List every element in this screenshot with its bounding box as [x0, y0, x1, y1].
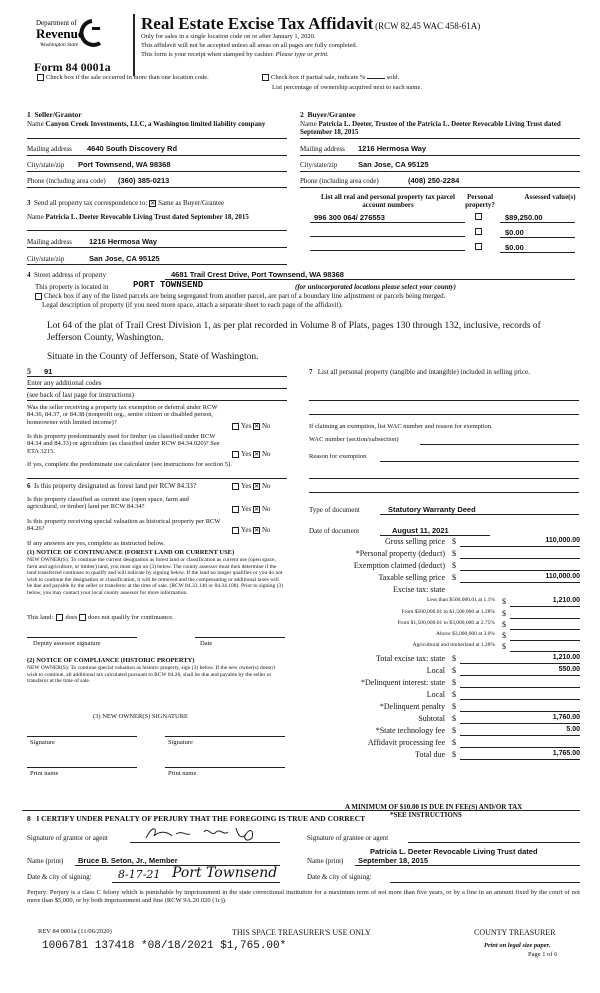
calc-label: Excise tax: state	[393, 585, 445, 594]
checkbox-multi-location[interactable]	[37, 74, 44, 81]
dollar-sign: $	[452, 549, 456, 558]
correspondence-heading: 3 Send all property tax correspondence to: ✕ Same as Buyer/Grantee	[27, 199, 297, 207]
grantor-name[interactable]: Bruce B. Seton, Jr., Member	[78, 856, 178, 865]
calc-label: Affidavit processing fee	[367, 738, 445, 747]
seller-city-label: City/state/zip	[27, 161, 65, 169]
checkbox-sec5-q2-no[interactable]	[253, 451, 260, 458]
exempt-label: If claiming an exemption, list WAC number and reason for exemption.	[309, 423, 493, 430]
calc-label: Less than $500,000.01 at 1.1%	[427, 597, 495, 603]
calc-label: From $1,500,000.01 to $3,000,000 at 2.75%	[397, 620, 495, 626]
dollar-sign: $	[452, 750, 456, 759]
sec5-q1-answer: Yes ✕ No	[232, 422, 271, 430]
calc-value[interactable]: 110,000.00	[545, 573, 580, 580]
calc-label: *State technology fee	[375, 726, 445, 735]
parcels-col-header: List all real and personal property tax parcel account numbers	[321, 193, 455, 210]
sec6-q3-answer: Yes ✕ No	[232, 526, 271, 534]
located-note: (for unincorporated locations please select your county)	[295, 283, 456, 291]
dollar-sign: $	[452, 738, 456, 747]
property-street[interactable]: 4681 Trail Crest Drive, Port Townsend, WA 98368	[171, 270, 344, 279]
property-location[interactable]: PORT TOWNSEND	[133, 280, 204, 290]
grantor-signature[interactable]	[142, 822, 272, 844]
minimum-due-note: A MINIMUM OF $10.00 IS DUE IN FEE(S) AND/OR TAX	[345, 803, 523, 811]
sec5-code[interactable]: 91	[44, 367, 53, 376]
sec6-q1-row: 6 Is this property designated as forest land per RCW 84.33?	[27, 482, 197, 490]
dollar-sign: $	[452, 666, 456, 675]
buyer-name-row: Name Patricia L. Deeter, Trustee of the Patricia L. Deeter Revocable Living Trust dated September 18, 2015	[300, 120, 561, 137]
treasurer-use-label: THIS SPACE TREASURER'S USE ONLY	[232, 928, 371, 937]
calc-label: Taxable selling price	[378, 573, 445, 582]
note-3: This form is your receipt when stamped by cashier. Please type or print.	[141, 51, 329, 58]
sec5-q1: Was the seller receiving a property tax exemption or deferral under RCW 84.36, 84.37, or 84.38 (nonprofit org., senior citizen or disabled person, homeowner with limited income)?	[27, 404, 218, 426]
notice2-text: NEW OWNER(S): To continue special valuation as historic property, sign (3) below. If the new owner(s) doesn't wish to continue, all additional tax calculated pursuant to RCW 84.26, shall be due and payable by the seller or transferor at the time of sale.	[27, 665, 276, 685]
sec6-q2: Is this property classified as current use (open space, farm and agricultural, or timber) land per RCW 84.34?	[27, 496, 189, 511]
dollar-sign: $	[502, 597, 506, 606]
calc-label: Total excise tax: state	[376, 654, 445, 663]
checkbox-sec6-q3-yes[interactable]	[232, 527, 239, 534]
list-pct-note: List percentage of ownership acquired next to each name.	[272, 84, 422, 91]
calc-label: Gross selling price	[385, 537, 445, 546]
assessed-value-3[interactable]: $0.00	[505, 243, 524, 252]
dollar-sign: $	[452, 654, 456, 663]
correspondence-name[interactable]: Patricia L. Deeter Revocable Living Trust dated September 18, 2015	[45, 213, 249, 221]
certify-row: 8 I CERTIFY UNDER PENALTY OF PERJURY THAT THE FOREGOING IS TRUE AND CORRECT	[27, 814, 366, 823]
sec6-q1-answer: Yes ✕ No	[232, 482, 271, 490]
county-treasurer-label: COUNTY TREASURER	[474, 928, 556, 937]
assessed-value-2[interactable]: $0.00	[505, 228, 524, 237]
codes-note: (see back of last page for instructions)	[27, 391, 134, 399]
cashier-stamp: 1006781 137418 *08/18/2021 $1,765.00*	[42, 940, 287, 952]
dollar-sign: $	[452, 561, 456, 570]
form-title: Real Estate Excise Tax Affidavit	[141, 14, 374, 33]
buyer-phone[interactable]: (408) 250-2284	[408, 176, 460, 185]
seller-heading: 1 Seller/Grantor	[27, 110, 82, 119]
calc-label: Subtotal	[418, 714, 445, 723]
calc-label: *Personal property (deduct)	[355, 549, 445, 558]
grantor-sign-date[interactable]: 8-17-21	[118, 868, 161, 881]
checkbox-land-does-not[interactable]	[79, 614, 86, 621]
seller-mail-label: Mailing address	[27, 145, 72, 153]
seller-name[interactable]: Canyon Creek Investments, LLC, a Washington limited liability company	[45, 120, 266, 128]
dollar-sign: $	[502, 620, 506, 629]
notice1-text: NEW OWNER(S): To continue the current designation as forest land or classification as current use (open space, farm and agriculture, or timber) land, you must sign on (3) below. The county assessor must then determine if the land transferred continues to qualify and will indicate by signing below. If the land no longer qualifies or you do not wish to continue the designation or classification, it will be removed and the compensating or additional taxes will be due and payable by the seller or transferor at the time of sale. (RCW 84.33.140 or 84.34.108). Prior to signing (3) below, you may contact your local county assessor for more information.	[27, 557, 284, 596]
grantee-date-city-label: Date & city of signing:	[307, 873, 372, 881]
page-number: Page 1 of 6	[528, 951, 558, 958]
reason-label: Reason for exemption	[309, 453, 367, 460]
correspondence-city-label: City/state/zip	[27, 255, 65, 263]
checkbox-same-as-buyer[interactable]	[149, 200, 156, 207]
note-1: Only for sales in a single location code on or after January 1, 2020.	[141, 33, 316, 40]
notice1-title: (1) NOTICE OF CONTINUANCE (FOREST LAND OR CURRENT USE)	[27, 549, 235, 556]
multi-location-check: Check box if the sale occurred in more than one location code.	[37, 74, 209, 82]
seller-mail[interactable]: 4640 South Discovery Rd	[87, 144, 178, 153]
grantee-name-line-2[interactable]: September 18, 2015	[358, 856, 429, 865]
partial-pct-field[interactable]	[367, 78, 385, 79]
calc-label: Local	[426, 666, 445, 675]
sec6-q4: If any answers are yes, complete as instructed below.	[27, 540, 165, 547]
assessor-sig-label: Deputy assessor signature	[33, 640, 101, 647]
grantee-name-line-1[interactable]: Patricia L. Deeter Revocable Living Trust dated	[370, 847, 538, 856]
dollar-sign: $	[502, 609, 506, 618]
doc-date[interactable]: August 11, 2021	[392, 526, 449, 535]
checkbox-sec6-q2-yes[interactable]	[232, 506, 239, 513]
buyer-city[interactable]: San Jose, CA 95125	[358, 160, 429, 169]
sec5-q2: Is this property predominantly used for timber (as classified under RCW 84.34 and 84.33) or agriculture (as classified under RCW 84.34.020)? See ETA 3215.	[27, 433, 220, 455]
form-rcw: (RCW 82.45 WAC 458-61A)	[375, 21, 481, 31]
owner-sig-label-1: Signature	[30, 739, 55, 746]
legal-paper-note: Print on legal size paper.	[484, 942, 551, 949]
codes-label: Enter any additional codes	[27, 379, 102, 387]
checkbox-land-does[interactable]	[56, 614, 63, 621]
dor-logo	[34, 17, 106, 55]
sec6-q3: Is this property receiving special valuation as historical property per RCW 84.26?	[27, 518, 221, 533]
seller-name-row: Name Canyon Creek Investments, LLC, a Washington limited liability company	[27, 120, 266, 128]
assessed-value-1[interactable]: $89,250.00	[505, 213, 543, 222]
checkbox-sec6-q1-no[interactable]	[253, 483, 260, 490]
located-label: This property is located in	[35, 283, 109, 291]
logo-dept-text: Department of	[36, 19, 77, 27]
owner-print-label-1: Print name	[30, 770, 59, 777]
checkbox-sec6-q3-no[interactable]	[253, 527, 260, 534]
calc-label: *Delinquent penalty	[379, 702, 445, 711]
grantor-sig-label: Signature of grantor or agent	[27, 834, 108, 842]
form-title-block	[141, 14, 581, 34]
dollar-sign: $	[452, 678, 456, 687]
calc-label: *Delinquent interest: state	[361, 678, 445, 687]
dollar-sign: $	[452, 690, 456, 699]
calc-value[interactable]: 5.00	[566, 726, 580, 733]
owner-sig-heading: (3) NEW OWNER(S) SIGNATURE	[93, 713, 189, 720]
doc-date-label: Date of document	[309, 527, 360, 535]
assessed-col-header: Assessed value(s)	[524, 193, 576, 201]
checkbox-sec5-q1-yes[interactable]	[232, 423, 239, 430]
sec7-q1-row: 7 List all personal property (tangible and intangible) included in selling price.	[309, 368, 530, 376]
grantor-sign-city[interactable]: Port Townsend	[172, 865, 278, 881]
calc-label: Local	[426, 690, 445, 699]
partial-sale-check: Check box if partial sale, indicate % sold.	[262, 74, 399, 82]
grantor-date-city-label: Date & city of signing:	[27, 873, 92, 881]
perjury-warning: Perjury: Perjury is a class C felony which is punishable by imprisonment in the state correctional institution for a maximum term of not more than five years, or by a fine in an amount fixed by the court of not more than $5,000, or by both imprisonment and fine (RCW 9A.20.020 (1c)).	[27, 889, 580, 905]
dollar-sign: $	[452, 726, 456, 735]
dollar-sign: $	[502, 642, 506, 651]
svg-text:Washington State: Washington State	[40, 42, 79, 48]
form-number: Form 84 0001a	[34, 60, 111, 74]
grantee-sig-label: Signature of grantee or agent	[307, 834, 389, 842]
buyer-name[interactable]: Patricia L. Deeter, Trustee of the Patricia L. Deeter Revocable Living Trust dated September 18, 2015	[300, 120, 561, 137]
street-label-row: 4 Street address of property	[27, 271, 107, 279]
calc-value[interactable]: 1,765.00	[552, 750, 580, 757]
calc-value[interactable]: 1,210.00	[552, 597, 580, 604]
dollar-sign: $	[452, 702, 456, 711]
checkbox-personal-3[interactable]	[475, 243, 482, 250]
sec5-q3: If yes, complete the predominate use calculator (see instructions for section 5).	[27, 461, 232, 468]
doc-type-label: Type of document	[309, 506, 360, 514]
calc-label: Above $3,000,000 at 3.0%	[436, 631, 495, 637]
checkbox-personal-2[interactable]	[475, 228, 482, 235]
assessor-date-label: Date	[200, 640, 213, 647]
calc-label: From $500,000.01 to $1,500,000 at 1.28%	[401, 609, 495, 615]
buyer-city-label: City/state/zip	[300, 161, 338, 169]
dollar-sign: $	[452, 714, 456, 723]
seller-phone-label: Phone (including area code)	[27, 177, 106, 185]
calc-value[interactable]: 110,000.00	[545, 537, 580, 544]
checkbox-sec6-q1-yes[interactable]	[232, 483, 239, 490]
dollar-sign: $	[452, 537, 456, 546]
buyer-mail[interactable]: 1216 Hermosa Way	[358, 144, 427, 153]
calc-label: Total due	[415, 750, 445, 759]
grantee-name-label: Name (print)	[307, 857, 344, 865]
checkbox-sec5-q2-yes[interactable]	[232, 451, 239, 458]
sec6-q2-answer: Yes ✕ No	[232, 505, 271, 513]
correspondence-city[interactable]: San Jose, CA 95125	[89, 254, 160, 263]
checkbox-sec6-q2-no[interactable]	[253, 506, 260, 513]
checkbox-segregated[interactable]	[35, 293, 42, 300]
buyer-heading: 2 Buyer/Grantee	[300, 110, 356, 119]
checkbox-personal-1[interactable]	[475, 213, 482, 220]
calc-value[interactable]: 1,760.00	[552, 714, 580, 721]
doc-type[interactable]: Statutory Warranty Deed	[388, 505, 476, 514]
seller-city[interactable]: Port Townsend, WA 98368	[78, 160, 171, 169]
owner-print-label-2: Print name	[168, 770, 197, 777]
correspondence-name-row: Name Patricia L. Deeter Revocable Living Trust dated September 18, 2015	[27, 213, 249, 221]
grantor-name-label: Name (print)	[27, 857, 64, 865]
owner-sig-label-2: Signature	[168, 739, 193, 746]
svg-text:Revenue: Revenue	[36, 26, 84, 41]
rev-number: REV 84 0001a (11/06/2020)	[38, 928, 112, 935]
calc-label: Agricultural and timberland at 1.28%	[412, 642, 495, 648]
notice2-title: (2) NOTICE OF COMPLIANCE (HISTORIC PROPERTY)	[27, 657, 195, 664]
sec5-q2-answer: Yes ✕ No	[232, 450, 271, 458]
personal-col-header: Personal property?	[465, 193, 495, 210]
correspondence-mail[interactable]: 1216 Hermosa Way	[89, 237, 158, 246]
see-instructions: *SEE INSTRUCTIONS	[390, 811, 462, 819]
dollar-sign: $	[452, 573, 456, 582]
legal-label: Legal description of property (if you need more space, attach a separate sheet to each page of the affidavit).	[42, 301, 343, 309]
buyer-phone-label: Phone (including area code)	[300, 177, 379, 185]
note-2: This affidavit will not be accepted unless all areas on all pages are fully completed.	[141, 42, 358, 49]
land-qualify-row: This land: does does not qualify for continuance.	[27, 614, 174, 621]
parcel-number-1[interactable]: 996 300 064/ 276553	[314, 213, 385, 222]
situate-text: Situate in the County of Jefferson, State of Washington.	[47, 352, 259, 362]
buyer-mail-label: Mailing address	[300, 145, 345, 153]
checkbox-partial-sale[interactable]	[262, 74, 269, 81]
sec5-number: 5	[27, 367, 31, 376]
calc-value[interactable]: 1,210.00	[552, 654, 580, 661]
calc-value[interactable]: 550.00	[558, 666, 580, 673]
seller-phone[interactable]: (360) 385-0213	[118, 176, 170, 185]
dollar-sign: $	[502, 631, 506, 640]
calc-label: Exemption claimed (deduct)	[353, 561, 445, 570]
wac-label: WAC number (section/subsection)	[309, 436, 399, 443]
checkbox-sec5-q1-no[interactable]	[253, 423, 260, 430]
segregated-row: Check box if any of the listed parcels are being segregated from another parcel, are part of a boundary line adjustment or parcels being merged.	[35, 292, 580, 300]
correspondence-mail-label: Mailing address	[27, 238, 72, 246]
legal-description[interactable]: Lot 64 of the plat of Trail Crest Division 1, as per plat recorded in Volume 8 of Plats, pages 130 through 132, inclusive, records of Jefferson County, Washington.	[47, 321, 541, 344]
